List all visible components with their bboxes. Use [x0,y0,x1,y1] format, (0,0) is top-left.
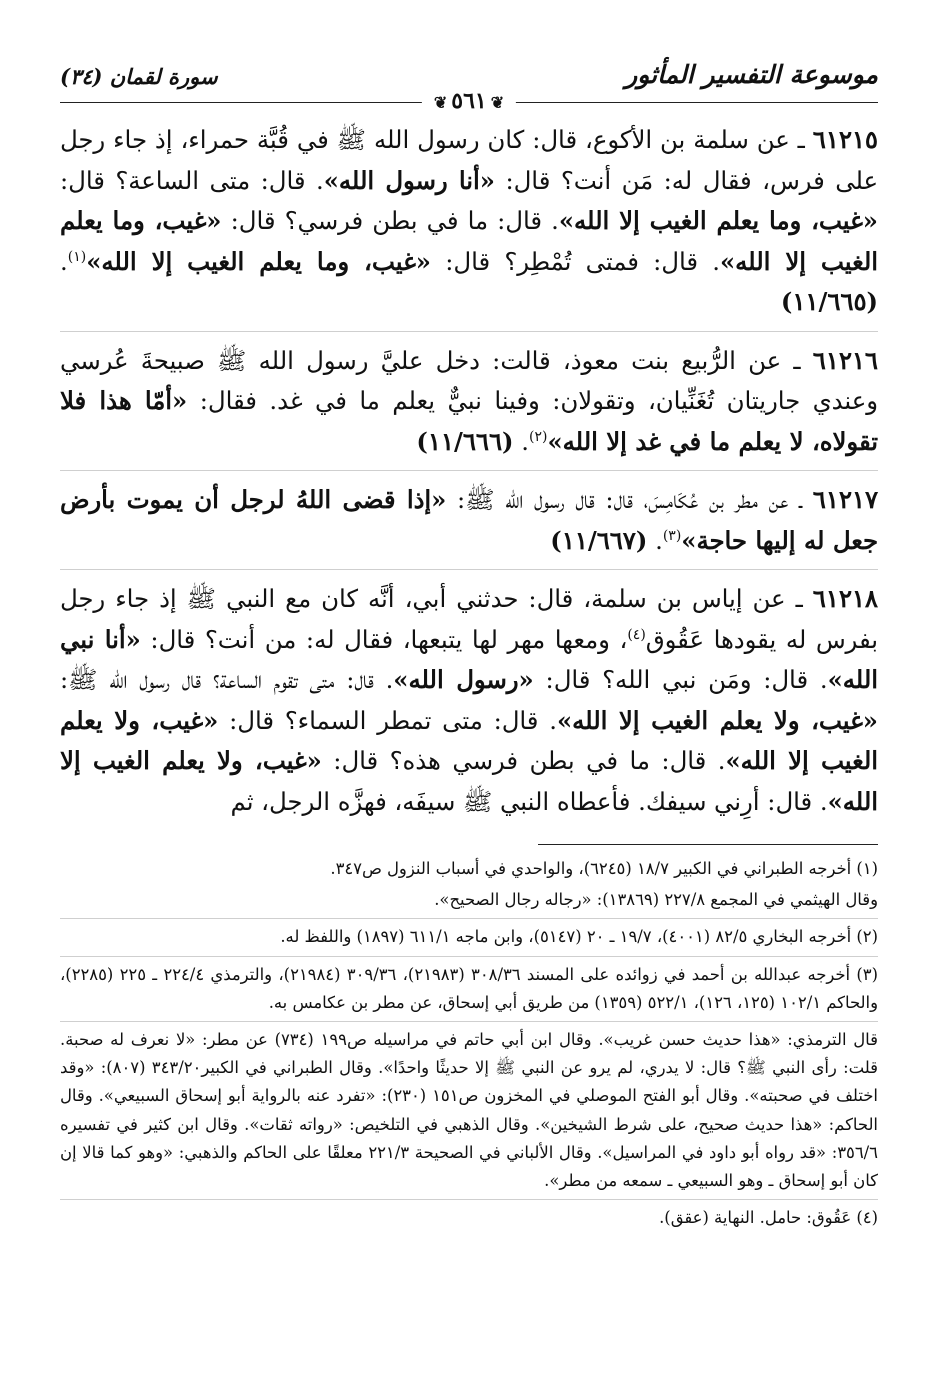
prophetic-quote: «غيب، ولا يعلم الغيب إلا الله» [60,705,879,775]
hadith-number: ٦١٢١٥ [812,125,878,154]
narration-text: . قال: ومَن نبي الله؟ قال: [533,665,828,694]
footnote: (٢) أخرجه البخاري ٨٢/٥ (٤٠٠١)، ١٩/٧ ـ ٢٠ (٥١٤٧)، وابن ماجه ٦١١/١ (١٨٩٧) واللفظ له. [60,918,878,951]
prophetic-quote: «غيب، ولا يعلم الغيب إلا الله» [60,746,878,816]
hadith-number: ٦١٢١٦ [812,345,878,375]
ornament-icon: ❦ [490,93,505,112]
sentence-end: . [60,246,68,276]
narration-text: ـ عن الرُّبيع بنت معوذ، قالت: دخل عليَّ رسول الله ﷺ صبيحةَ عُرسي وعندي جاريتان تُغَنِّيان، وتقولان: وفينا نبيٌّ يعلم ما في غد. فقال: [60,345,878,415]
prophetic-quote: «أنا نبي الله» [60,624,878,694]
book-title: موسوعة التفسير المأثور [625,60,878,89]
hadith-paragraph [60,120,878,323]
footnote: وقال الهيثمي في المجمع ٢٢٧/٨ (١٣٨٦٩): «رجاله رجال الصحيح». [434,890,878,910]
narration-text: ـ عن سلمة بن الأكوع، قال: كان رسول الله ﷺ في قُبَّة حمراء، إذ جاء رجل على فرس، فقال له: مَن أنت؟ قال: [60,125,878,195]
narration-text: . قال: فمتى تُمْطِر؟ قال: [430,246,720,276]
surah-label: سورة لقمان (٣٤) [60,64,218,89]
narration-text: . قال: ما في بطن فرسي؟ قال: [221,206,559,235]
page-number-box [422,88,516,114]
prophetic-quote: «غيب، وما يعلم الغيب إلا الله» [86,246,431,276]
hadith-paragraph [60,470,878,561]
footnote-rule [538,844,878,845]
narration-text: . قال: متى الساعة؟ قال: [60,165,324,195]
footnote-marker: (٣) [662,527,682,544]
volume-reference: (١١/٦٦٧) [550,525,648,555]
hadith-paragraph [60,569,878,822]
hadith-number: ٦١٢١٧ [812,485,879,514]
hadith-paragraph [60,331,878,463]
footnote-marker: (٤) [627,626,646,643]
footnote-marker: (٢) [528,428,548,445]
book-page [60,40,878,1360]
volume-reference: (١١/٦٦٥) [780,287,878,316]
narration-text: . قال: متى تقوم الساعة؟ قال رسول الله ﷺ: [60,665,394,694]
prophetic-quote: «أنا رسول الله» [323,165,495,195]
narration-text: . قال: ما في بطن فرسي هذه؟ قال: [321,746,726,775]
main-text [60,120,878,822]
footnotes [60,855,878,1232]
prophetic-quote: «غيب، وما يعلم الغيب إلا الله» [558,206,878,235]
prophetic-quote: «رسول الله» [393,665,534,694]
narration-text: ـ عن إياس بن سلمة، قال: حدثني أبي، أنَّه كان مع النبي ﷺ إذ جاء رجل بفرس له يقودها عَقُوق [60,584,879,654]
footnote: (٤) عَقُوق: حامل. النهاية (عقق). [60,1199,878,1232]
volume-reference: (١١/٦٦٦) [416,426,514,456]
prophetic-quote: «إذا قضى اللهُ لرجل أن يموت بأرض جعل له إليها حاجة» [60,485,878,555]
page-header [60,40,878,114]
footnote: (١) أخرجه الطبراني في الكبير ١٨/٧ (٦٢٤٥)، والواحدي في أسباب النزول ص٣٤٧. [330,859,878,878]
footnote-marker: (١) [67,248,87,265]
footnote: (٣) أخرجه عبدالله بن أحمد في زوائده على المسند ٣٠٨/٣٦ (٢١٩٨٣)، ٣٠٩/٣٦ (٢١٩٨٤)، والترمذي ٢٢٤/٤ ـ ٢٢٥ (٢٢٨٥)، والحاكم ١٠٢/١ (١٢٥، ١٢٦)، ٥٢٢/١ (١٣٥٩) من طريق أبي إسحاق، عن مطر بن عكامس به. [60,956,878,1017]
page-number: ٥٦١ [451,88,487,114]
prophetic-quote: «أمّا هذا فلا تقولاه، لا يعلم ما في غد إلا الله» [60,386,878,456]
narration-text: . قال: متى تمطر السماء؟ قال: [218,705,557,735]
sentence-end: . [521,426,529,456]
sentence-end: . [655,525,663,555]
narration-text: . قال: أرِني سيفك. فأعطاه النبي ﷺ سيفَه، فهزَّه الرجل، ثم [230,786,828,816]
ornament-icon: ❦ [433,93,448,112]
narration-text: ـ عن مطر بن عُكَامِسَ، قال: قال رسول الله ﷺ: [446,485,813,514]
prophetic-quote: «غيب، وما يعلم الغيب إلا الله» [60,206,879,276]
hadith-number: ٦١٢١٨ [812,584,878,613]
narration-text: ، ومعها مهر لها يتبعها، فقال له: من أنت؟ قال: [140,624,628,654]
footnote: قال الترمذي: «هذا حديث حسن غريب». وقال ابن أبي حاتم في مراسيله ص١٩٩ (٧٣٤) عن مطر: «لا نعرف له صحبة. قلت: رأى النبي ﷺ؟ قال: لا يدري، لم يرو عن النبي ﷺ إلا حديثًا واحدًا». وقال الطبراني في الكبير٣٤٣/٢٠ (٨٠٧): «وقد اختلف في صحبته». وقال أبو الفتح الموصلي في المخزون ص١٥١ (٢٣٠): «تفرد عنه بالرواية أبو إسحاق السبيعي». وقال الحاكم: «هذا حديث صحيح، على شرط الشيخين». وقال الذهبي في التلخيص: «رواته ثقات». وقال ابن كثير في تفسيره ٣٥٦/٦: «قد رواه أبو داود في المراسيل». وقال الألباني في الصحيحة ٢٢١/٣ معلقًا على الحاكم والذهبي: «وهو كما قالا إن كان أبو إسحاق ـ وهو السبيعي ـ سمعه من مطر». [60,1021,878,1195]
prophetic-quote: «غيب، ولا يعلم الغيب إلا الله» [556,705,878,735]
